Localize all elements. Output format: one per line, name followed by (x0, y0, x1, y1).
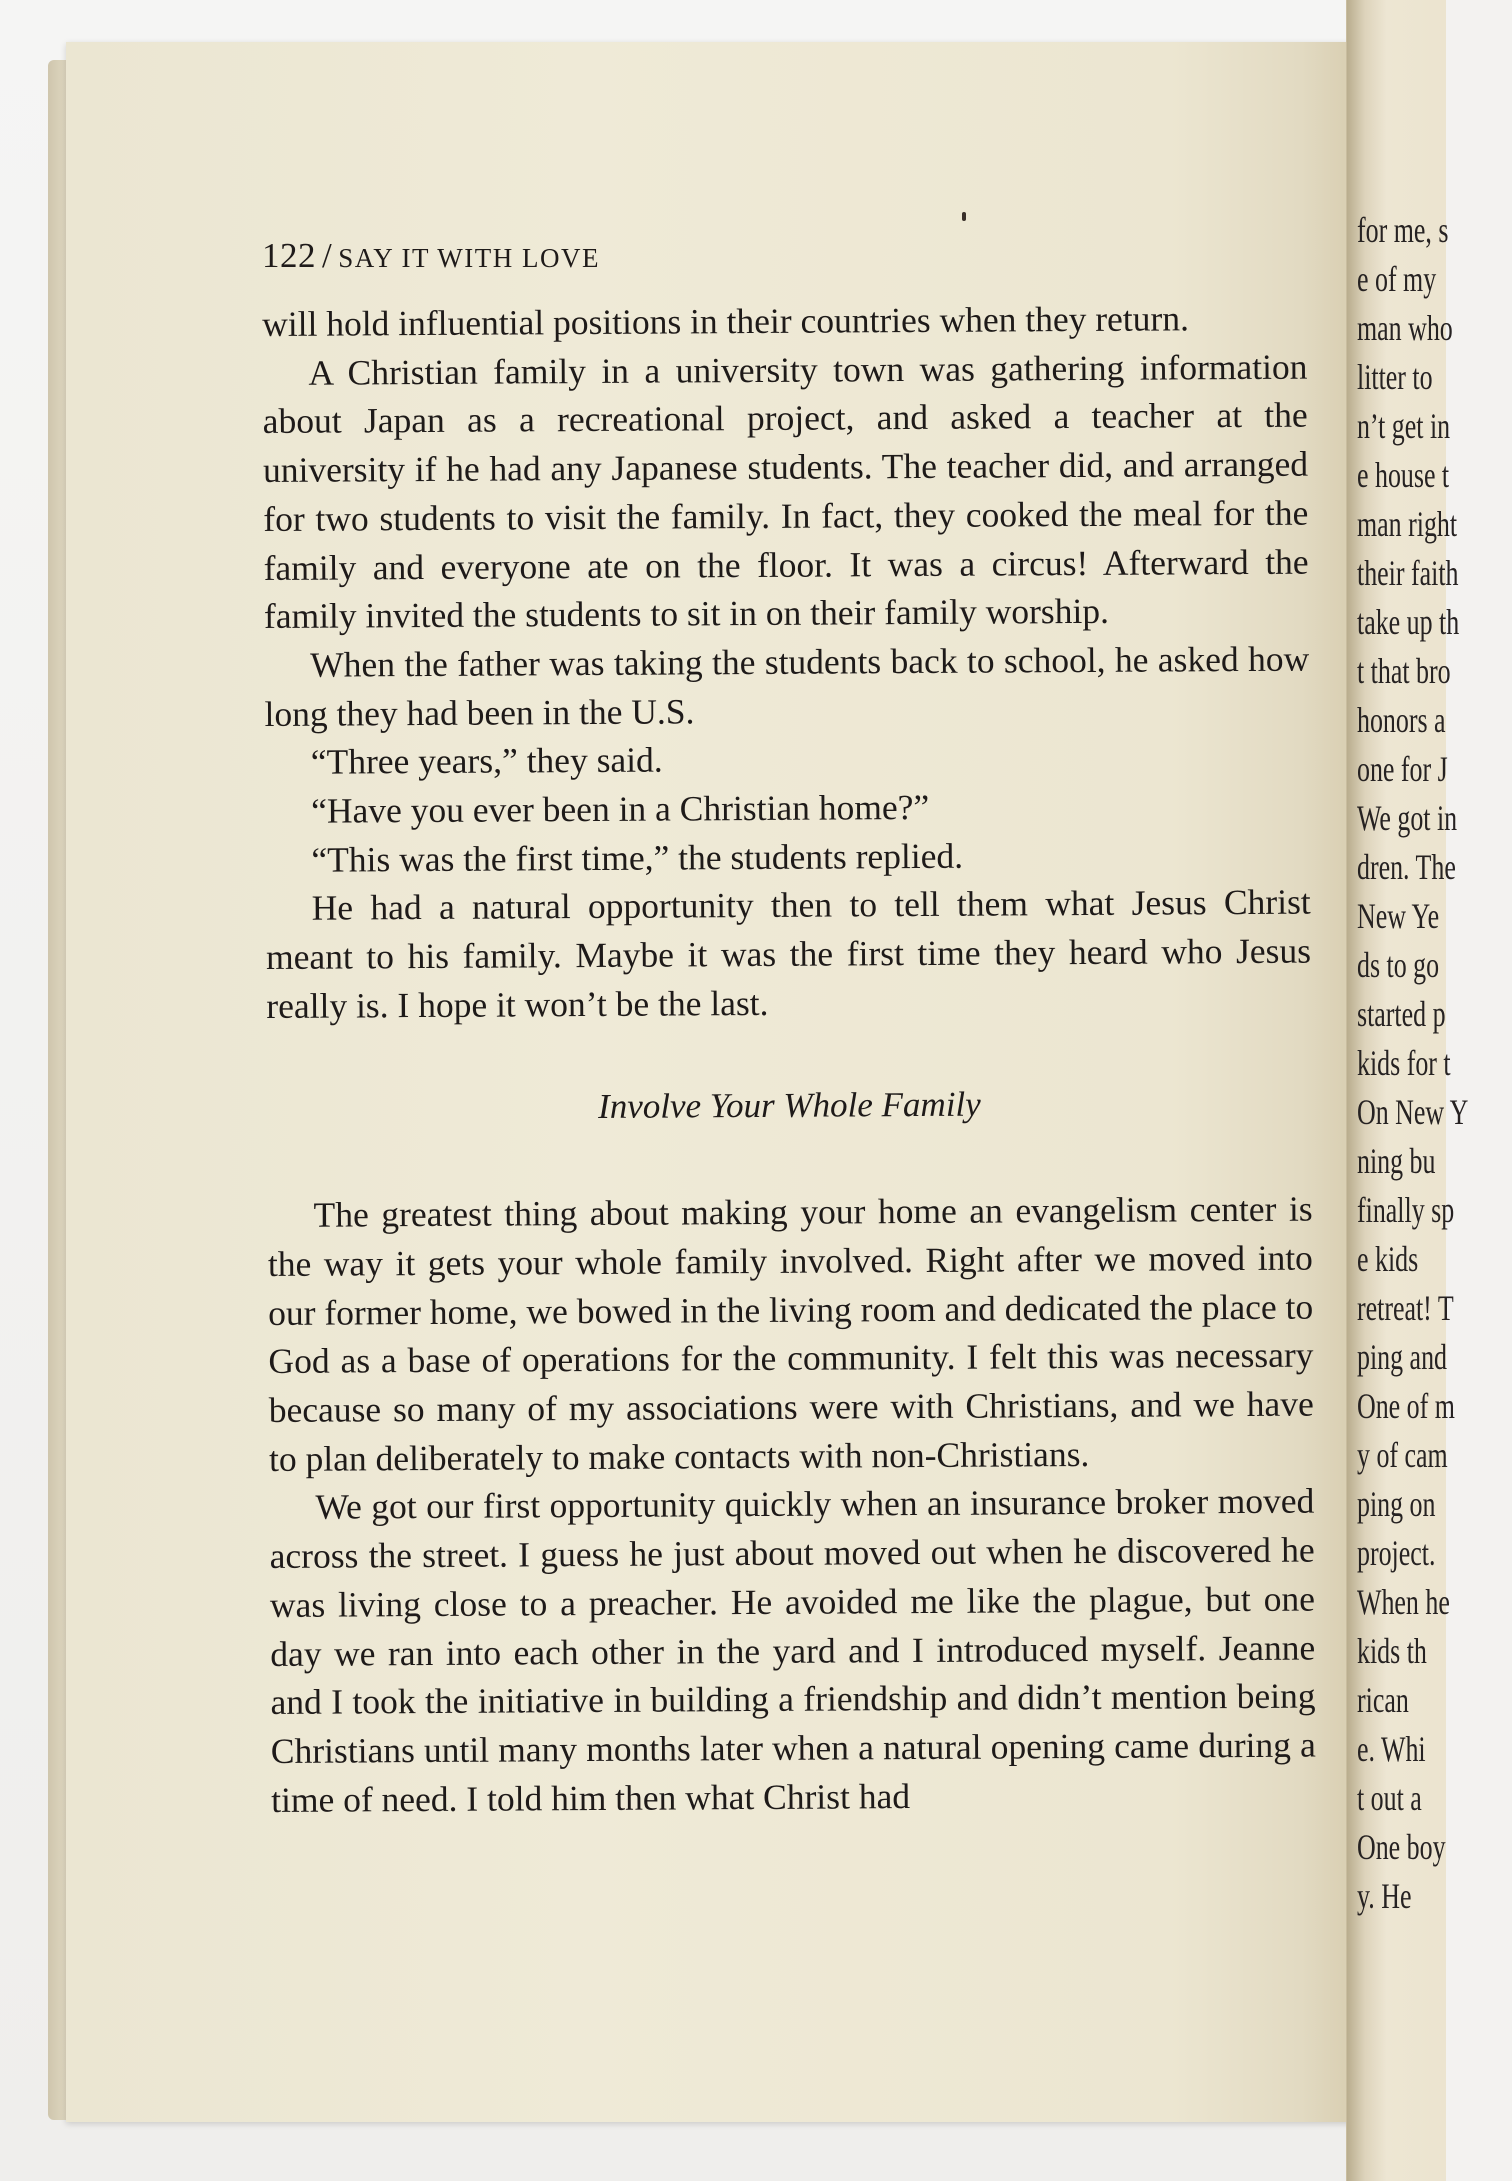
next-page-line: take up th (1357, 602, 1460, 642)
paragraph-opportunity: He had a natural opportunity then to tell them what Jesus Christ meant to his family. Maybe it was the first time they heard who Jesus really is. I hope it won’t be the last. (265, 882, 1312, 1026)
running-head (262, 236, 600, 276)
next-page-line: We got in (1357, 798, 1458, 838)
next-page-line: On New Y (1357, 1092, 1469, 1132)
next-page-line: their faith (1357, 553, 1459, 593)
paragraph-father: When the father was taking the students back to school, he asked how long they had been in the U.S. (264, 638, 1310, 734)
next-page-line: ning bu (1357, 1141, 1436, 1181)
next-page-line: kids for t (1357, 1043, 1451, 1083)
next-page-line: started p (1357, 994, 1446, 1034)
next-page-line: e. Whi (1357, 1729, 1426, 1769)
header-separator: / (322, 236, 333, 275)
next-page-line: e house t (1357, 455, 1450, 495)
next-page-line: When he (1357, 1582, 1450, 1622)
next-page-line: one for J (1357, 749, 1448, 789)
paragraph-evangelism-center: The greatest thing about making your home an evangelism center is the way it gets your whole family involved. Right after we moved into our former home, we bowed in the living room and dedicated the place to God as a base of operations for the community. I felt this was necessary because so many of my associations were with Christians, and we have to plan deliberately to make contacts with non-Christians. (267, 1188, 1314, 1479)
next-page-line: kids th (1357, 1631, 1427, 1671)
next-page-line: One of m (1357, 1386, 1455, 1426)
next-page-line: retreat! T (1357, 1288, 1454, 1328)
next-page-line: honors a (1357, 700, 1446, 740)
next-page-line: litter to (1357, 357, 1433, 397)
dialogue-christian-home: “Have you ever been in a Christian home?” (310, 786, 930, 831)
next-page-line: y of cam (1357, 1435, 1448, 1475)
next-page-line: man who (1357, 308, 1453, 348)
next-page-line: New Ye (1357, 896, 1440, 936)
next-page-line: y. He (1357, 1876, 1412, 1916)
next-page-line: rican (1357, 1680, 1409, 1720)
next-page-line: ping and (1357, 1337, 1447, 1377)
next-page-line: ping on (1357, 1484, 1436, 1524)
next-page-line: for me, s (1357, 210, 1449, 250)
next-page-line: dren. The (1357, 847, 1456, 887)
next-page-text (1347, 206, 1512, 1921)
book-title: SAY IT WITH LOVE (338, 243, 600, 273)
section-heading: Involve Your Whole Family (597, 1084, 981, 1126)
next-page-line: One boy (1357, 1827, 1446, 1867)
dialogue-first-time: “This was the first time,” the students replied. (311, 835, 964, 880)
next-page-line: e kids (1357, 1239, 1419, 1279)
dialogue-three-years: “Three years,” they said. (310, 739, 663, 783)
next-page-line: t that bro (1357, 651, 1451, 691)
next-page-line: finally sp (1357, 1190, 1455, 1230)
paragraph-japan-family: A Christian family in a university town was gathering information about Japan as a recreational project, and asked a teacher at the university if he had any Japanese students. The teacher did, and arranged for two students to visit the family. In fact, they cooked the meal for the family and everyone ate on the floor. It was a circus! Afterward the family invited the students to sit in on their family worship. (262, 346, 1309, 637)
print-speck (962, 212, 966, 221)
next-page-line: t out a (1357, 1778, 1422, 1818)
next-page-line: ds to go (1357, 945, 1440, 985)
next-page-line: e of my (1357, 259, 1437, 299)
next-page-line: n’t get in (1357, 406, 1451, 446)
paragraph-insurance-broker: We got our first opportunity quickly when an insurance broker moved across the street. I guess he just about moved out when he discovered he was living close to a preacher. He avoided me like the plague, but one day we ran into each other in the yard and I introduced myself. Jeanne and I took the initiative in building a friendship and didn’t mention being Christians until many months later when a natural opening came during a time of need. I told him then what Christ had (269, 1481, 1316, 1820)
next-page-line: man right (1357, 504, 1458, 544)
paragraph-continued: will hold influential positions in their countries when they return. (262, 298, 1190, 344)
page-body (262, 294, 1316, 1825)
page-number: 122 (262, 236, 316, 275)
next-page-line: project. (1357, 1533, 1436, 1573)
next-page-edge (1346, 0, 1469, 2181)
